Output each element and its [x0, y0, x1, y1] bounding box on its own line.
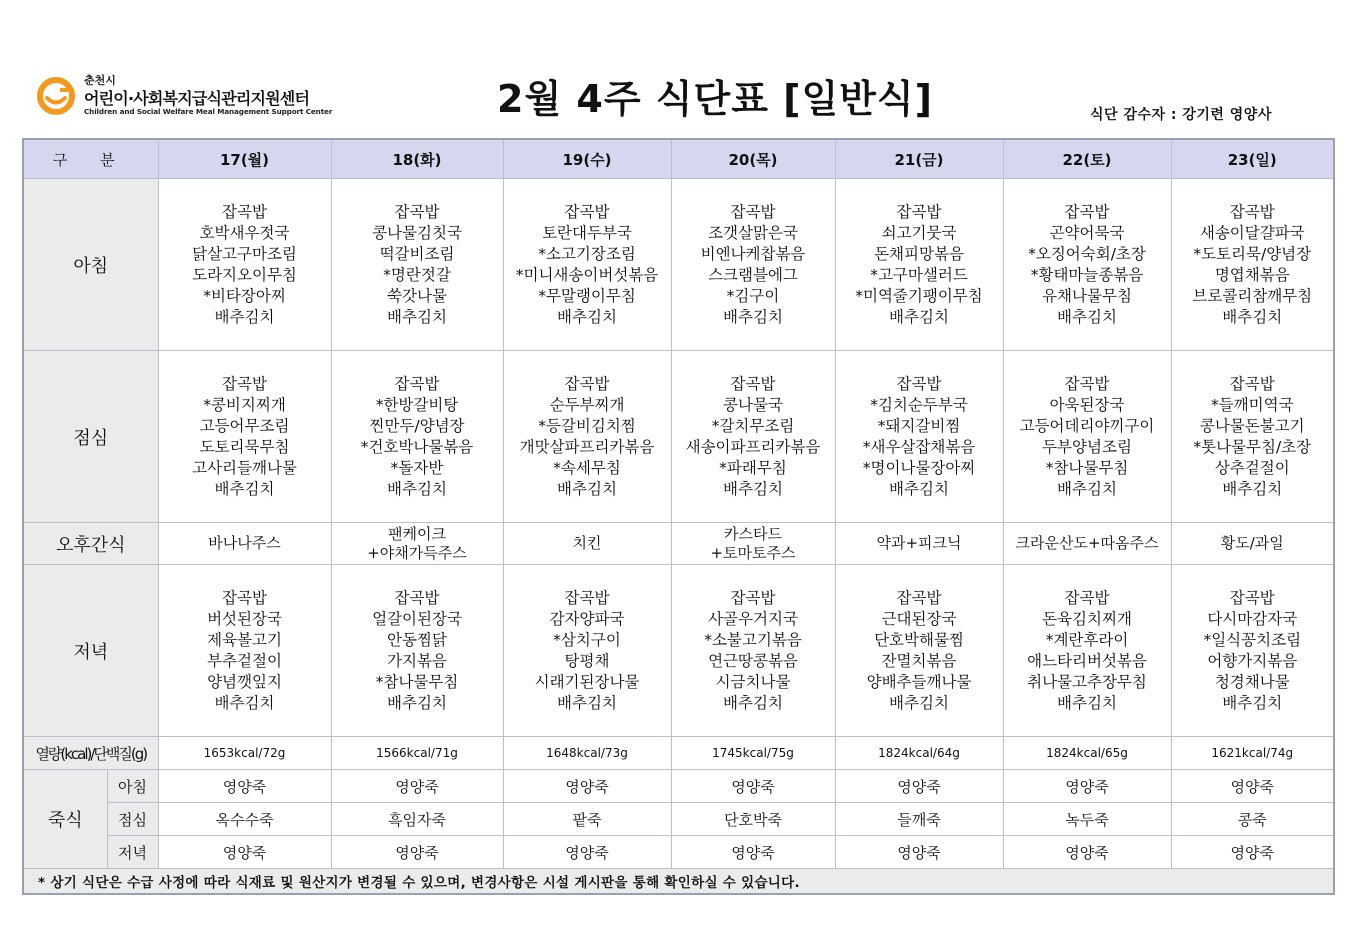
lunch-cell: [158, 351, 331, 523]
menu-item: 쑥갓나물: [387, 286, 447, 305]
menu-item: *돌자반: [390, 458, 444, 477]
dinner-cell: [671, 565, 835, 737]
menu-item: 브로콜리참깨무침: [1192, 286, 1313, 305]
porridge-lunch-row: [23, 803, 1334, 836]
menu-item: *참나물무침: [1045, 458, 1129, 477]
menu-item: 돈육김치찌개: [1042, 609, 1132, 628]
menu-item: 콩나물국: [723, 395, 783, 414]
menu-item: 잡곡밥: [730, 202, 776, 221]
porridge-cell: 영양죽: [1171, 770, 1334, 803]
menu-item: 잡곡밥: [222, 374, 267, 393]
porridge-sub-label: 아침: [107, 770, 158, 803]
row-label-dinner: 저녁: [23, 565, 158, 737]
menu-item: 제육볼고기: [207, 630, 282, 649]
menu-item: 토란대두부국: [542, 223, 632, 242]
porridge-cell: 영양죽: [503, 770, 671, 803]
menu-item: 잡곡밥: [394, 588, 440, 607]
breakfast-cell: [671, 179, 835, 351]
menu-item: 약과+피크닉: [876, 534, 962, 552]
day-header: 18(화): [331, 139, 503, 179]
menu-item: *속세무침: [553, 458, 621, 477]
menu-item: *소불고기볶음: [704, 630, 802, 649]
menu-item: 배추김치: [889, 479, 949, 498]
porridge-cell: 영양죽: [671, 770, 835, 803]
menu-item: *김치순두부국: [870, 395, 968, 414]
nutrition-cell: 1621kcal/74g: [1171, 737, 1334, 770]
menu-item: 잡곡밥: [564, 374, 610, 393]
menu-item: 바나나주스: [208, 534, 281, 552]
porridge-cell: 영양죽: [835, 836, 1003, 869]
breakfast-cell: [331, 179, 503, 351]
lunch-cell: [1003, 351, 1171, 523]
nutrition-cell: 1653kcal/72g: [158, 737, 331, 770]
menu-item: 잡곡밥: [1064, 588, 1110, 607]
menu-item: *한방갈비탕: [375, 395, 459, 414]
org-city: 춘천시: [84, 74, 116, 87]
menu-item: 탕평채: [564, 651, 610, 670]
porridge-cell: 영양죽: [158, 770, 331, 803]
menu-item: *미니새송이버섯볶음: [515, 265, 659, 284]
menu-item: 배추김치: [723, 693, 783, 712]
porridge-cell: 영양죽: [1003, 770, 1171, 803]
menu-change-note: * 상기 식단은 수급 사정에 따라 식재료 및 원산지가 변경될 수 있으며, 변경사항은 시설 게시판을 통해 확인하실 수 있습니다.: [23, 869, 1334, 895]
menu-item: 안동찜닭: [387, 630, 447, 649]
dinner-cell: [1003, 565, 1171, 737]
day-header: 23(일): [1171, 139, 1334, 179]
menu-item: 고등어데리야끼구이: [1019, 416, 1155, 435]
menu-item: 취나물고추장무침: [1027, 672, 1147, 691]
row-label-breakfast: 아침: [23, 179, 158, 351]
menu-item: 잡곡밥: [1064, 202, 1110, 221]
menu-item: *새우살잡채볶음: [862, 437, 976, 456]
menu-item: *등갈비김치찜: [538, 416, 636, 435]
menu-item: 근대된장국: [881, 609, 957, 628]
porridge-cell: 콩죽: [1171, 803, 1334, 836]
breakfast-cell: [1171, 179, 1334, 351]
menu-item: *소고기장조림: [538, 244, 636, 263]
day-header: 19(수): [503, 139, 671, 179]
nutrition-row: [23, 737, 1334, 770]
menu-item: 가지볶음: [387, 651, 447, 670]
menu-item: 잡곡밥: [394, 202, 440, 221]
menu-item: 잡곡밥: [1229, 588, 1275, 607]
menu-item: *명이나물장아찌: [862, 458, 976, 477]
menu-item: 잡곡밥: [394, 374, 440, 393]
breakfast-cell: [158, 179, 331, 351]
weekly-menu-table: [22, 138, 1335, 895]
menu-item: 쇠고기뭇국: [881, 223, 957, 242]
menu-item: 배추김치: [1222, 479, 1283, 498]
breakfast-cell: [835, 179, 1003, 351]
row-label-nutrition: 열량(kcal)/단백질(g): [23, 737, 158, 770]
menu-item: 팬케이크: [388, 524, 446, 543]
menu-item: 감자양파국: [549, 609, 625, 628]
center-logo: [36, 72, 366, 120]
menu-item: *돼지갈비찜: [877, 416, 961, 435]
menu-item: 배추김치: [1222, 693, 1283, 712]
menu-item: 배추김치: [387, 479, 447, 498]
snack-cell: [503, 523, 671, 565]
menu-item: 배추김치: [1057, 693, 1117, 712]
menu-item: 어향가지볶음: [1207, 651, 1298, 670]
menu-item: 배추김치: [214, 479, 275, 498]
menu-item: 황도/과일: [1220, 534, 1284, 552]
day-header: 17(월): [158, 139, 331, 179]
menu-item: 카스타드: [724, 524, 782, 543]
porridge-cell: 영양죽: [1171, 836, 1334, 869]
menu-item: 잡곡밥: [896, 374, 942, 393]
menu-item: *삼치구이: [553, 630, 621, 649]
menu-item: 잔멸치볶음: [881, 651, 957, 670]
snack-cell: [671, 523, 835, 565]
menu-item: 단호박해물찜: [874, 630, 964, 649]
menu-item: 배추김치: [214, 307, 275, 326]
porridge-cell: 영양죽: [331, 770, 503, 803]
snack-row: [23, 523, 1334, 565]
menu-item: 다시마감자국: [1207, 609, 1298, 628]
menu-item: 상추겉절이: [1214, 458, 1290, 477]
lunch-cell: [835, 351, 1003, 523]
menu-item: 버섯된장국: [207, 609, 282, 628]
org-name-en: Children and Social Welfare Meal Management Support Center: [84, 107, 333, 116]
menu-item: 떡갈비조림: [379, 244, 455, 263]
day-header: 20(목): [671, 139, 835, 179]
breakfast-cell: [503, 179, 671, 351]
row-label-porridge: 죽식: [23, 770, 107, 869]
menu-item: *참나물무침: [375, 672, 459, 691]
dinner-cell: [158, 565, 331, 737]
menu-item: 양념깻잎지: [207, 672, 282, 691]
menu-item: 배추김치: [557, 307, 617, 326]
menu-item: 잡곡밥: [1064, 374, 1110, 393]
menu-item: *미역줄기팽이무침: [855, 286, 983, 305]
porridge-cell: 영양죽: [331, 836, 503, 869]
lunch-cell: [1171, 351, 1334, 523]
porridge-cell: 녹두죽: [1003, 803, 1171, 836]
menu-item: 찐만두/양념장: [369, 416, 465, 435]
nutrition-cell: 1648kcal/73g: [503, 737, 671, 770]
menu-item: 배추김치: [889, 307, 949, 326]
porridge-cell: 흑임자죽: [331, 803, 503, 836]
menu-item: 배추김치: [214, 693, 275, 712]
menu-item: *도토리묵/양념장: [1193, 244, 1312, 263]
menu-item: *갈치무조림: [711, 416, 795, 435]
day-header-row: [23, 139, 1334, 179]
menu-item: *고구마샐러드: [870, 265, 968, 284]
dinner-row: [23, 565, 1334, 737]
menu-item: 연근땅콩볶음: [708, 651, 798, 670]
nutrition-cell: 1745kcal/75g: [671, 737, 835, 770]
menu-item: 고등어무조림: [199, 416, 290, 435]
menu-item: 호박새우젓국: [199, 223, 290, 242]
lunch-cell: [503, 351, 671, 523]
dinner-cell: [1171, 565, 1334, 737]
row-label-lunch: 점심: [23, 351, 158, 523]
porridge-cell: 팥죽: [503, 803, 671, 836]
menu-item: 새송이달걀파국: [1199, 223, 1305, 242]
menu-item: 조갯살맑은국: [708, 223, 798, 242]
menu-item: 부추겉절이: [207, 651, 282, 670]
menu-item: 곤약어묵국: [1049, 223, 1125, 242]
menu-item: *비타장아찌: [203, 286, 286, 305]
page-title: 2월 4주 식단표 [일반식]: [497, 77, 933, 121]
menu-item: +야채가득주스: [367, 543, 467, 562]
menu-item: 콩나물김칫국: [372, 223, 462, 242]
note-row: [23, 869, 1334, 895]
lunch-cell: [671, 351, 835, 523]
menu-item: 명엽채볶음: [1214, 265, 1290, 284]
snack-cell: [1171, 523, 1334, 565]
menu-item: 사골우거지국: [708, 609, 798, 628]
porridge-cell: 옥수수죽: [158, 803, 331, 836]
menu-item: 도토리묵무침: [199, 437, 290, 456]
menu-item: *들깨미역국: [1210, 395, 1294, 414]
porridge-cell: 영양죽: [158, 836, 331, 869]
menu-item: 애느타리버섯볶음: [1027, 651, 1147, 670]
menu-item: 배추김치: [889, 693, 949, 712]
menu-item: 닭살고구마조림: [192, 244, 297, 263]
porridge-sub-label: 점심: [107, 803, 158, 836]
menu-item: 콩나물돈불고기: [1199, 416, 1305, 435]
menu-item: 잡곡밥: [1229, 374, 1275, 393]
menu-item: 잡곡밥: [564, 588, 610, 607]
snack-cell: [835, 523, 1003, 565]
menu-item: 돈채피망볶음: [874, 244, 964, 263]
porridge-cell: 단호박죽: [671, 803, 835, 836]
menu-item: 스크램블에그: [708, 265, 798, 284]
menu-item: 치킨: [572, 534, 602, 552]
nutrition-cell: 1824kcal/64g: [835, 737, 1003, 770]
menu-item: 배추김치: [557, 479, 617, 498]
porridge-sub-label: 저녁: [107, 836, 158, 869]
menu-item: 잡곡밥: [730, 374, 776, 393]
menu-item: *무말랭이무침: [538, 286, 636, 305]
menu-item: 배추김치: [387, 307, 447, 326]
menu-item: *파래무침: [719, 458, 787, 477]
menu-item: 개맛살파프리카볶음: [519, 437, 655, 456]
day-header: 21(금): [835, 139, 1003, 179]
row-label-snack: 오후간식: [23, 523, 158, 565]
nutrition-cell: 1566kcal/71g: [331, 737, 503, 770]
menu-item: 배추김치: [723, 479, 783, 498]
menu-item: 두부양념조림: [1042, 437, 1132, 456]
menu-item: *김구이: [726, 286, 780, 305]
menu-item: *건호박나물볶음: [360, 437, 474, 456]
nutrition-cell: 1824kcal/65g: [1003, 737, 1171, 770]
dinner-cell: [503, 565, 671, 737]
smile-logo-icon: [36, 76, 76, 116]
menu-item: 잡곡밥: [222, 588, 267, 607]
menu-item: 배추김치: [1057, 307, 1117, 326]
menu-item: *황태마늘종볶음: [1030, 265, 1144, 284]
menu-item: 잡곡밥: [564, 202, 610, 221]
day-header: 22(토): [1003, 139, 1171, 179]
lunch-cell: [331, 351, 503, 523]
breakfast-row: [23, 179, 1334, 351]
menu-item: *계란후라이: [1045, 630, 1129, 649]
menu-item: 아욱된장국: [1049, 395, 1125, 414]
snack-cell: [158, 523, 331, 565]
porridge-cell: 영양죽: [671, 836, 835, 869]
menu-item: *톳나물무침/초장: [1193, 437, 1312, 456]
snack-cell: [1003, 523, 1171, 565]
lunch-row: [23, 351, 1334, 523]
dinner-cell: [331, 565, 503, 737]
menu-supervisor: 식단 감수자 : 강기련 영양사: [1090, 107, 1272, 123]
menu-item: *오징어숙회/초장: [1028, 244, 1146, 263]
breakfast-cell: [1003, 179, 1171, 351]
porridge-cell: 영양죽: [1003, 836, 1171, 869]
menu-item: 크라운산도+따옴주스: [1015, 534, 1159, 552]
menu-item: +토마토주스: [710, 543, 796, 562]
menu-item: *콩비지찌개: [203, 395, 286, 414]
menu-item: 배추김치: [1222, 307, 1283, 326]
menu-item: 잡곡밥: [222, 202, 267, 221]
menu-item: 잡곡밥: [896, 202, 942, 221]
menu-item: 도라지오이무침: [192, 265, 297, 284]
menu-item: *일식꽁치조림: [1203, 630, 1302, 649]
menu-item: 비엔나케찹볶음: [700, 244, 806, 263]
porridge-cell: 영양죽: [835, 770, 1003, 803]
menu-item: 유채나물무침: [1042, 286, 1132, 305]
porridge-breakfast-row: [23, 770, 1334, 803]
porridge-cell: 들깨죽: [835, 803, 1003, 836]
menu-item: 청경채나물: [1214, 672, 1290, 691]
menu-item: 양배추들깨나물: [866, 672, 972, 691]
menu-item: 시래기된장나물: [534, 672, 640, 691]
menu-item: 시금치나물: [715, 672, 791, 691]
menu-item: 새송이파프리카볶음: [685, 437, 821, 456]
menu-item: 순두부찌개: [549, 395, 625, 414]
menu-item: 고사리들깨나물: [192, 458, 297, 477]
menu-item: 잡곡밥: [1229, 202, 1275, 221]
category-header: 구 분: [23, 139, 158, 179]
porridge-dinner-row: [23, 836, 1334, 869]
menu-item: 얼갈이된장국: [372, 609, 462, 628]
snack-cell: [331, 523, 503, 565]
porridge-cell: 영양죽: [503, 836, 671, 869]
menu-item: 배추김치: [557, 693, 617, 712]
menu-item: 배추김치: [1057, 479, 1117, 498]
menu-item: *명란젓갈: [383, 265, 451, 284]
menu-item: 배추김치: [387, 693, 447, 712]
menu-item: 배추김치: [723, 307, 783, 326]
menu-item: 잡곡밥: [896, 588, 942, 607]
org-name: 어린이·사회복지급식관리지원센터: [84, 89, 310, 108]
menu-item: 잡곡밥: [730, 588, 776, 607]
dinner-cell: [835, 565, 1003, 737]
